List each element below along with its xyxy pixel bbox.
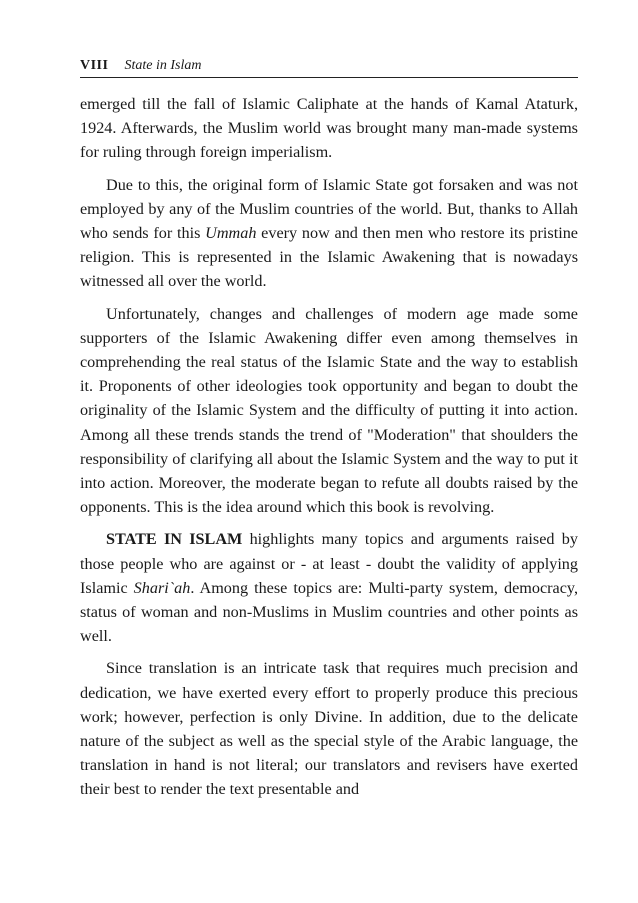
text-run: Due to this, the original form of Islamic State got forsaken and was not employed by any of the Muslim countries of the world. But, thanks to Allah who sends for this [80, 175, 578, 243]
running-head [80, 58, 578, 78]
paragraph [80, 173, 578, 294]
page-number: VIII [80, 58, 109, 73]
paragraph [80, 92, 578, 165]
text-run: highlights many topics and arguments raised by those people who are against or - at least - doubt the validity of applying Islamic [80, 530, 578, 597]
paragraph [80, 302, 578, 520]
paragraph [80, 656, 578, 801]
running-title: State in Islam [124, 58, 202, 73]
book-page [80, 58, 578, 802]
italic-term: Shari`ah [133, 578, 191, 597]
paragraph [80, 527, 578, 648]
italic-term: Ummah [205, 224, 257, 243]
text-run: every now and then men who restore its pristine religion. This is represented in the Islamic Awakening that is nowadays witnessed all over the world. [80, 224, 578, 291]
text-run: Unfortunately, changes and challenges of modern age made some supporters of the Islamic Awakening differ even among themselves in comprehending the real status of the Islamic State and the way to establish it. Proponents of other ideologies took opportunity and began to doubt the originality of the Islamic System and the difficulty of putting it into action. Among all these trends stands the trend of "Moderation" that shoulders the responsibility of clarifying all about the Islamic System and the way to put it into action. Moreover, the moderate began to refute all doubts raised by the opponents. This is the idea around which this book is revolving. [80, 304, 578, 517]
book-title-emphasis: STATE IN ISLAM [106, 530, 243, 549]
body-text [80, 92, 578, 802]
text-run: Since translation is an intricate task that requires much precision and dedication, we have exerted every effort to properly produce this precious work; however, perfection is only Divine. In addition, due to the delicate nature of the subject as well as the special style of the Arabic language, the translation in hand is not literal; our translators and revisers have exerted their best to render the text presentable and [80, 659, 578, 799]
text-run: emerged till the fall of Islamic Caliphate at the hands of Kamal Ataturk, 1924. Afterwards, the Muslim world was brought many man-made systems for ruling through foreign imperialism. [80, 95, 578, 162]
text-run: . Among these topics are: Multi-party system, democracy, status of woman and non-Muslims in Muslim countries and other points as well. [80, 578, 578, 646]
